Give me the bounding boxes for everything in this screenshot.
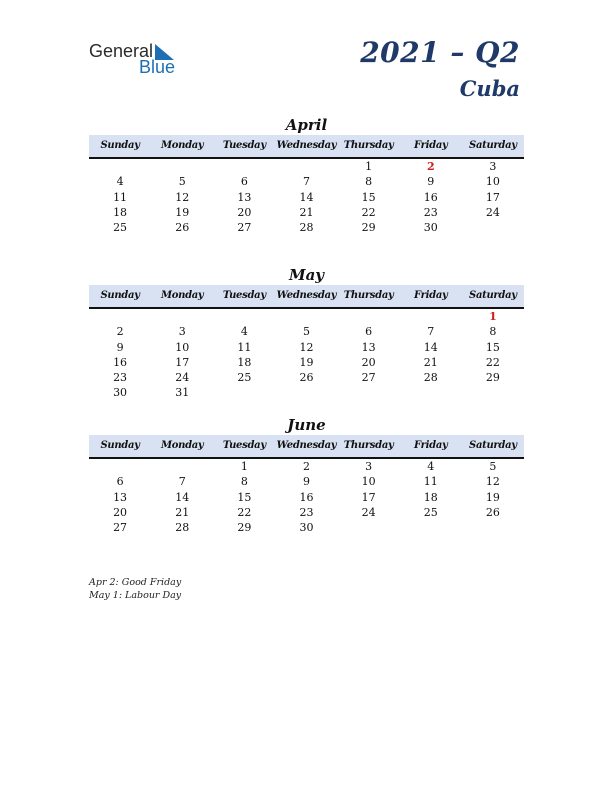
day-cell: 1 (365, 160, 373, 173)
weekday-label: Thursday (343, 440, 394, 451)
day-cell: 9 (302, 475, 310, 489)
day-cell: 15 (361, 190, 376, 204)
day-cell: 8 (489, 325, 497, 339)
country-name: Cuba (459, 76, 520, 101)
weekday-label: Monday (160, 440, 204, 451)
weekday-label: Saturday (469, 440, 517, 451)
day-cell (275, 309, 337, 324)
day-cell: 11 (423, 475, 438, 489)
day-cell: 4 (427, 460, 435, 473)
weekday-label: Monday (160, 290, 204, 301)
month-calendar-may (89, 265, 524, 401)
day-cell: 7 (178, 475, 186, 489)
day-cell: 24 (175, 371, 190, 385)
day-cell: 10 (361, 475, 376, 489)
day-cell: 22 (237, 505, 252, 519)
day-cell: 19 (485, 490, 500, 504)
month-calendar-april (89, 115, 524, 235)
logo-text-blue: Blue (139, 57, 176, 77)
day-cell: 13 (237, 190, 252, 204)
day-cell: 12 (175, 190, 190, 204)
day-cell: 28 (423, 371, 438, 385)
day-cell: 23 (299, 505, 314, 519)
week-row (89, 490, 524, 505)
day-cell (151, 309, 213, 324)
day-cell: 8 (240, 475, 248, 489)
day-cell: 12 (299, 340, 314, 354)
day-cell: 22 (485, 355, 500, 369)
day-cell (462, 220, 524, 235)
day-cell: 17 (485, 190, 500, 204)
week-row (89, 459, 524, 474)
day-cell: 30 (423, 221, 438, 235)
month-title: May (288, 266, 325, 284)
day-cell (89, 309, 151, 324)
month-title: April (285, 116, 328, 134)
day-cell: 26 (175, 221, 190, 235)
week-row (89, 355, 524, 370)
day-cell: 25 (237, 371, 252, 385)
day-cell (462, 520, 524, 535)
weekday-label: Thursday (343, 290, 394, 301)
weekday-label: Wednesday (276, 440, 337, 451)
day-cell: 30 (113, 386, 128, 400)
day-cell: 6 (116, 475, 124, 489)
month-days (89, 159, 524, 235)
page-title: 2021 – Q2 (360, 36, 520, 69)
day-cell: 27 (361, 371, 376, 385)
week-row (89, 520, 524, 535)
day-cell: 16 (113, 355, 128, 369)
day-cell: 9 (116, 340, 124, 354)
holiday-note: May 1: Labour Day (89, 590, 182, 601)
day-cell: 23 (423, 205, 438, 219)
day-cell: 3 (178, 325, 186, 339)
day-cell (338, 520, 400, 535)
day-cell: 16 (423, 190, 438, 204)
day-cell: 22 (361, 205, 376, 219)
week-row (89, 370, 524, 385)
day-cell: 13 (361, 340, 376, 354)
week-row (89, 159, 524, 174)
day-cell: 17 (175, 355, 190, 369)
day-cell: 29 (485, 371, 500, 385)
day-cell: 16 (299, 490, 314, 504)
day-cell (338, 309, 400, 324)
day-cell: 8 (365, 175, 373, 189)
day-cell (89, 159, 151, 174)
week-row (89, 505, 524, 520)
day-cell: 2 (116, 325, 124, 339)
day-cell: 3 (489, 160, 497, 173)
day-cell (462, 385, 524, 400)
day-cell (275, 159, 337, 174)
day-cell: 6 (240, 175, 248, 189)
day-cell: 28 (175, 521, 190, 535)
brand-logo (89, 40, 189, 80)
day-cell (151, 159, 213, 174)
week-row (89, 190, 524, 205)
weekday-label: Monday (160, 140, 204, 151)
day-cell: 11 (113, 190, 128, 204)
day-cell: 27 (113, 521, 128, 535)
day-cell: 14 (423, 340, 438, 354)
day-cell: 13 (113, 490, 128, 504)
day-cell: 20 (361, 355, 376, 369)
day-cell: 15 (485, 340, 500, 354)
day-cell: 18 (423, 490, 438, 504)
day-cell: 10 (175, 340, 190, 354)
day-cell: 20 (237, 205, 252, 219)
day-cell: 17 (361, 490, 376, 504)
day-cell: 29 (361, 221, 376, 235)
day-cell: 24 (485, 205, 500, 219)
day-cell (275, 385, 337, 400)
day-cell (213, 309, 275, 324)
day-cell: 18 (237, 355, 252, 369)
weekday-label: Sunday (100, 140, 140, 151)
weekday-header (89, 435, 524, 459)
day-cell (213, 159, 275, 174)
weekday-label: Wednesday (276, 140, 337, 151)
day-cell: 2 (426, 160, 435, 173)
weekday-label: Tuesday (222, 440, 266, 451)
day-cell: 24 (361, 505, 376, 519)
day-cell: 5 (302, 325, 310, 339)
weekday-header (89, 135, 524, 159)
weekday-label: Thursday (343, 140, 394, 151)
weekday-label: Saturday (469, 290, 517, 301)
day-cell: 21 (175, 505, 190, 519)
weekday-label: Sunday (100, 440, 140, 451)
week-row (89, 324, 524, 339)
day-cell: 15 (237, 490, 252, 504)
day-cell: 1 (240, 460, 248, 473)
week-row (89, 385, 524, 400)
day-cell: 14 (175, 490, 190, 504)
weekday-label: Tuesday (222, 140, 266, 151)
day-cell: 12 (485, 475, 500, 489)
week-row (89, 205, 524, 220)
weekday-label: Sunday (100, 290, 140, 301)
day-cell: 9 (427, 175, 435, 189)
day-cell: 1 (489, 310, 497, 323)
day-cell: 7 (302, 175, 310, 189)
week-row (89, 220, 524, 235)
day-cell: 2 (302, 460, 310, 473)
day-cell: 26 (485, 505, 500, 519)
day-cell: 21 (299, 205, 314, 219)
day-cell: 21 (423, 355, 438, 369)
weekday-label: Saturday (469, 140, 517, 151)
week-row (89, 309, 524, 324)
day-cell: 3 (365, 460, 373, 473)
weekday-label: Friday (414, 290, 448, 301)
weekday-header (89, 285, 524, 309)
day-cell: 27 (237, 221, 252, 235)
logo-text-general: General (89, 41, 154, 61)
day-cell: 31 (175, 386, 190, 400)
day-cell: 26 (299, 371, 314, 385)
day-cell: 18 (113, 205, 128, 219)
day-cell: 7 (427, 325, 435, 339)
week-row (89, 474, 524, 489)
day-cell: 19 (299, 355, 314, 369)
day-cell: 19 (175, 205, 190, 219)
day-cell: 14 (299, 190, 314, 204)
day-cell (400, 385, 462, 400)
day-cell: 10 (485, 175, 500, 189)
weekday-label: Tuesday (222, 290, 266, 301)
day-cell: 20 (113, 505, 128, 519)
day-cell (213, 385, 275, 400)
weekday-label: Friday (414, 140, 448, 151)
day-cell: 25 (113, 221, 128, 235)
day-cell (400, 520, 462, 535)
day-cell: 5 (178, 175, 186, 189)
day-cell (151, 459, 213, 474)
day-cell (89, 459, 151, 474)
weekday-label: Friday (414, 440, 448, 451)
day-cell (338, 385, 400, 400)
week-row (89, 174, 524, 189)
month-days (89, 459, 524, 535)
day-cell: 29 (237, 521, 252, 535)
day-cell (400, 309, 462, 324)
week-row (89, 340, 524, 355)
holiday-note: Apr 2: Good Friday (89, 577, 182, 588)
month-calendar-june (89, 415, 524, 535)
day-cell: 4 (240, 325, 248, 339)
day-cell: 4 (116, 175, 124, 189)
weekday-label: Wednesday (276, 290, 337, 301)
month-days (89, 309, 524, 401)
month-title: June (287, 416, 326, 434)
day-cell: 6 (365, 325, 373, 339)
day-cell: 5 (489, 460, 497, 473)
day-cell: 30 (299, 521, 314, 535)
day-cell: 28 (299, 221, 314, 235)
day-cell: 11 (237, 340, 252, 354)
day-cell: 25 (423, 505, 438, 519)
holiday-notes (89, 576, 181, 602)
day-cell: 23 (113, 371, 128, 385)
